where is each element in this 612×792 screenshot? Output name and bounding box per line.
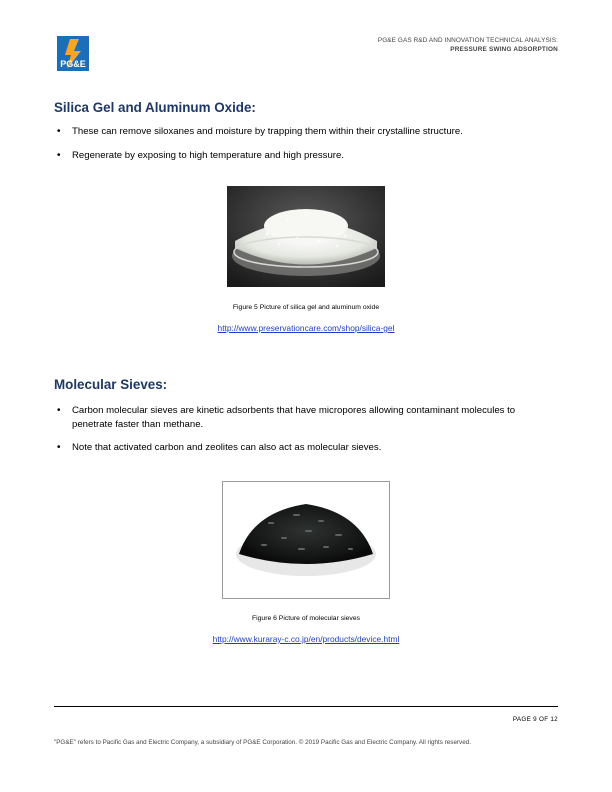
silica-gel-photo <box>227 186 385 287</box>
figure-caption: Figure 6 Picture of molecular sieves <box>251 615 361 622</box>
molecular-sieves-photo <box>222 481 390 599</box>
bullet-list-molecular-sieves <box>54 404 524 465</box>
figure-caption: Figure 5 Picture of silica gel and aluminum oxide <box>232 304 380 311</box>
logo-text: PG&E <box>60 59 86 69</box>
source-link-silica-gel[interactable]: http://www.preservationcare.com/shop/silica-gel <box>217 323 395 333</box>
document-header <box>378 37 558 53</box>
list-item: • Carbon molecular sieves are kinetic adsorbents that have micropores allowing contaminant molecules to penetrate faster than methane. <box>54 404 524 431</box>
bullet-list-silica <box>54 125 524 172</box>
legal-notice: "PG&E" refers to Pacific Gas and Electric Company, a subsidiary of PG&E Corporation. © 2019 Pacific Gas and Electric Company. All rights reserved. <box>54 739 471 746</box>
source-link-kuraray[interactable]: http://www.kuraray-c.co.jp/en/products/device.html <box>212 634 400 644</box>
page-number: PAGE 9 OF 12 <box>512 716 558 723</box>
list-item: • These can remove siloxanes and moisture by trapping them within their crystalline structure. <box>54 125 524 139</box>
list-item: • Note that activated carbon and zeolites can also act as molecular sieves. <box>54 441 524 455</box>
section-heading-molecular-sieves: Molecular Sieves: <box>54 377 168 392</box>
footer-divider <box>54 706 558 707</box>
header-line-2: PRESSURE SWING ADSORPTION <box>450 46 558 53</box>
list-item: • Regenerate by exposing to high temperature and high pressure. <box>54 149 524 163</box>
section-heading-silica: Silica Gel and Aluminum Oxide: <box>54 100 256 115</box>
header-line-1: PG&E GAS R&D AND INNOVATION TECHNICAL ANALYSIS: <box>377 37 558 44</box>
pge-logo <box>57 36 89 71</box>
